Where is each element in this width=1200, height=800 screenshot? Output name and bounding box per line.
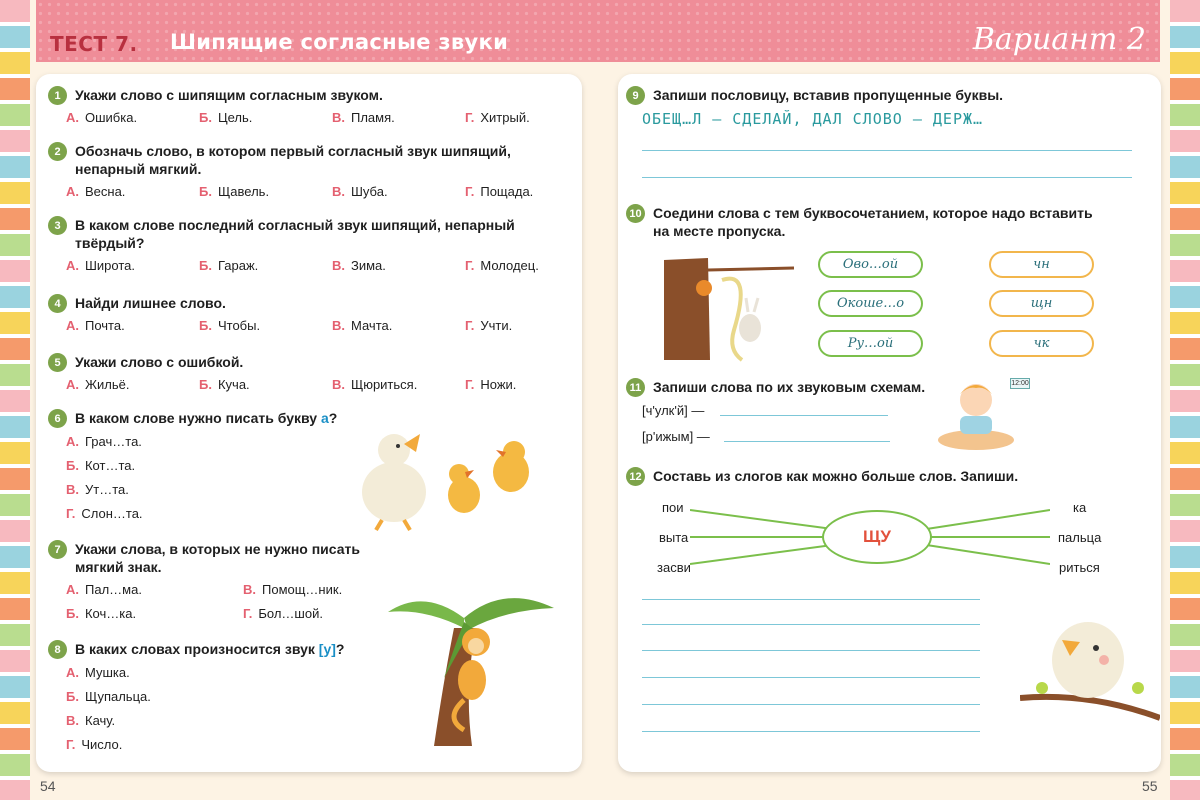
child-reading-illustration: [936, 372, 1016, 452]
option-c[interactable]: В. Качу.: [66, 713, 116, 728]
syllable-left-3: засви: [657, 560, 691, 575]
option-d[interactable]: Г. Пощада.: [465, 184, 534, 199]
option-d[interactable]: Г. Бол…шой.: [243, 606, 323, 621]
option-a[interactable]: А. Почта.: [66, 318, 125, 333]
answer-line[interactable]: [642, 650, 980, 651]
bird-on-branch-illustration: [1020, 600, 1160, 730]
option-d[interactable]: Г. Ножи.: [465, 377, 517, 392]
question-text: Запиши слова по их звуковым схемам.: [653, 379, 926, 395]
option-a[interactable]: А. Жильё.: [66, 377, 130, 392]
question-text-line2: непарный мягкий.: [75, 161, 202, 177]
answer-line[interactable]: [642, 677, 980, 678]
question-text: Составь из слогов как можно больше слов. Запиши.: [653, 468, 1019, 484]
variant-label: Вариант 2: [972, 22, 1146, 57]
palm-monkey-illustration: [384, 588, 564, 748]
test-label: ТЕСТ 7.: [50, 32, 138, 56]
question-number: 4: [48, 294, 67, 313]
question-text: В каком слове нужно писать букву а?: [75, 410, 338, 426]
question-4: [48, 294, 568, 336]
option-c[interactable]: В. Мачта.: [332, 318, 393, 333]
highlight-sound: [у]: [318, 641, 336, 657]
question-number: 9: [626, 86, 645, 105]
page-number-left: 54: [40, 778, 56, 794]
answer-line-1[interactable]: [720, 415, 888, 416]
letters-pill-2[interactable]: щн: [989, 290, 1094, 317]
option-a[interactable]: А. Мушка.: [66, 665, 130, 680]
syllable-left-2: выта: [659, 530, 689, 545]
option-a[interactable]: А. Пал…ма.: [66, 582, 142, 597]
answer-line[interactable]: [642, 731, 980, 732]
word-pill-2[interactable]: Окоше…о: [818, 290, 923, 317]
question-9: [626, 86, 1146, 104]
question-1: [48, 86, 568, 128]
question-number: 8: [48, 640, 67, 659]
word-pill-1[interactable]: Ово…ой: [818, 251, 923, 278]
options-list: [48, 433, 368, 529]
center-syllable: ЩУ: [822, 510, 932, 564]
question-8: [48, 640, 368, 760]
question-text: Укажи слово с шипящим согласным звуком.: [75, 87, 383, 103]
option-a[interactable]: А. Грач…та.: [66, 434, 142, 449]
question-text-line2: мягкий знак.: [75, 559, 162, 575]
question-5: [48, 353, 568, 395]
answer-line[interactable]: [642, 150, 1132, 151]
question-6: [48, 409, 368, 529]
option-c[interactable]: В. Щюриться.: [332, 377, 418, 392]
clock-icon: 12:00: [1011, 380, 1029, 387]
right-stripe-border: [1170, 0, 1200, 800]
syllable-left-1: пои: [662, 500, 684, 515]
highlight-letter: а: [320, 410, 329, 426]
options-row: [66, 184, 568, 202]
option-c[interactable]: В. Шуба.: [332, 184, 388, 199]
options-row-2: [66, 606, 378, 624]
question-number: 7: [48, 540, 67, 559]
option-b[interactable]: Б. Щавель.: [199, 184, 270, 199]
options-row: [66, 318, 568, 336]
option-b[interactable]: Б. Коч…ка.: [66, 606, 137, 621]
question-text: Запиши пословицу, вставив пропущенные буквы.: [653, 87, 1004, 103]
question-text: Укажи слово с ошибкой.: [75, 354, 244, 370]
letters-pill-3[interactable]: чк: [989, 330, 1094, 357]
answer-line[interactable]: [642, 177, 1132, 178]
syllable-right-1: ка: [1073, 500, 1087, 515]
options-list: [48, 664, 368, 760]
header-banner: [36, 0, 1160, 62]
question-text-line2: на месте пропуска.: [653, 223, 786, 239]
question-2: [48, 142, 568, 202]
option-b[interactable]: Б. Чтобы.: [199, 318, 261, 333]
question-7: [48, 540, 378, 624]
option-a[interactable]: А. Весна.: [66, 184, 126, 199]
question-text-line1: Соедини слова с тем буквосочетанием, которое надо вставить: [653, 205, 1093, 221]
question-number: 6: [48, 409, 67, 428]
options-row: [66, 110, 568, 128]
topic-title: Шипящие согласные звуки: [170, 30, 509, 54]
question-number: 1: [48, 86, 67, 105]
option-b[interactable]: Б. Гараж.: [199, 258, 259, 273]
question-text-line1: Обозначь слово, в котором первый согласный звук шипящий,: [75, 143, 511, 159]
option-a[interactable]: А. Ошибка.: [66, 110, 138, 125]
option-b[interactable]: Б. Куча.: [199, 377, 250, 392]
question-text: В каких словах произносится звук [у]?: [75, 641, 345, 657]
option-d[interactable]: Г. Слон…та.: [66, 506, 143, 521]
letters-pill-1[interactable]: чн: [989, 251, 1094, 278]
answer-line-2[interactable]: [724, 441, 890, 442]
duck-illustration: [354, 420, 544, 535]
option-a[interactable]: А. Широта.: [66, 258, 136, 273]
page-number-right: 55: [1142, 778, 1158, 794]
question-number: 12: [626, 467, 645, 486]
answer-line[interactable]: [642, 599, 980, 600]
sound-scheme-1: [ч'улк'й] —: [642, 403, 705, 418]
question-10: [626, 204, 1146, 240]
question-3: [48, 216, 568, 276]
tree-squirrel-illustration: [662, 250, 802, 365]
question-text: Найди лишнее слово.: [75, 295, 226, 311]
question-number: 2: [48, 142, 67, 161]
syllable-right-2: пальца: [1058, 530, 1102, 545]
option-b[interactable]: Б. Кот…та.: [66, 458, 136, 473]
option-d[interactable]: Г. Хитрый.: [465, 110, 530, 125]
options-row: [66, 258, 568, 276]
sound-scheme-2: [р'ижым] —: [642, 429, 710, 444]
question-text-line2: твёрдый?: [75, 235, 145, 251]
option-c[interactable]: В. Ут…та.: [66, 482, 129, 497]
option-d[interactable]: Г. Молодец.: [465, 258, 539, 273]
left-stripe-border: [0, 0, 30, 800]
option-b[interactable]: Б. Цель.: [199, 110, 253, 125]
options-row: [66, 377, 568, 395]
question-number: 11: [626, 378, 645, 397]
option-c[interactable]: В. Пламя.: [332, 110, 395, 125]
question-number: 10: [626, 204, 645, 223]
question-text-line1: В каком слове последний согласный звук шипящий, непарный: [75, 217, 515, 233]
option-c[interactable]: В. Зима.: [332, 258, 386, 273]
option-b[interactable]: Б. Щупальца.: [66, 689, 151, 704]
syllable-right-3: риться: [1059, 560, 1100, 575]
option-c[interactable]: В. Помощ…ник.: [243, 582, 343, 597]
option-d[interactable]: Г. Число.: [66, 737, 123, 752]
answer-line[interactable]: [642, 624, 980, 625]
options-row-1: [66, 582, 378, 600]
option-d[interactable]: Г. Учти.: [465, 318, 513, 333]
word-pill-3[interactable]: Ру…ой: [818, 330, 923, 357]
question-number: 3: [48, 216, 67, 235]
proverb-text: ОБЕЩ…Л — СДЕЛАЙ, ДАЛ СЛОВО — ДЕРЖ…: [642, 110, 984, 128]
answer-line[interactable]: [642, 704, 980, 705]
question-text-line1: Укажи слова, в которых не нужно писать: [75, 541, 360, 557]
question-number: 5: [48, 353, 67, 372]
question-12: [626, 467, 1146, 485]
